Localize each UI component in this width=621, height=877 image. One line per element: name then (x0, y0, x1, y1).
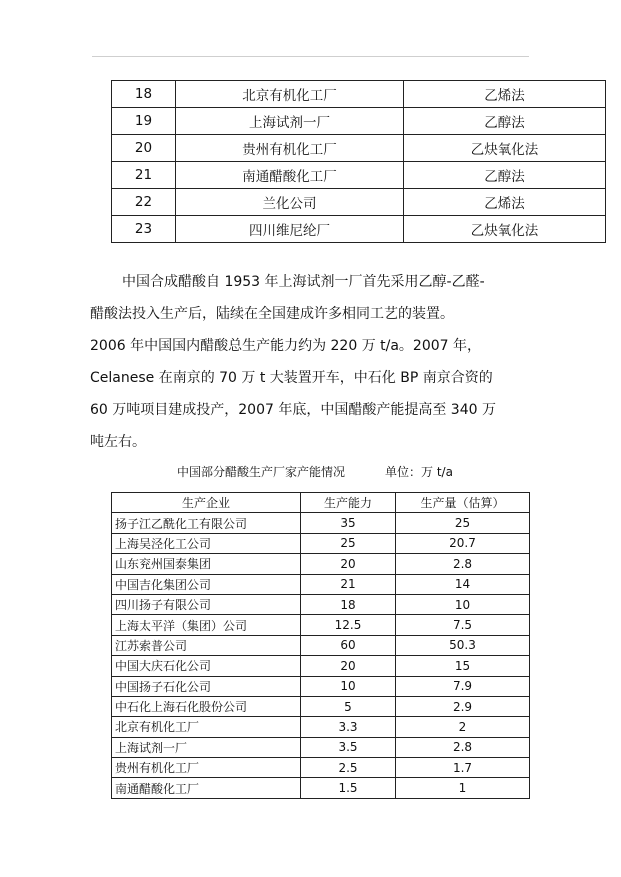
output-value: 1 (396, 778, 530, 798)
row-number: 21 (112, 162, 176, 189)
row-number: 20 (112, 135, 176, 162)
table-unit-label: 单位：万 t/a (385, 465, 453, 479)
output-value: 14 (396, 574, 530, 594)
capacity-value: 3.5 (301, 737, 396, 757)
capacity-table (111, 492, 530, 799)
capacity-value: 60 (301, 635, 396, 655)
table-row (112, 135, 606, 162)
capacity-value: 20 (301, 554, 396, 574)
table-row (112, 513, 530, 533)
column-header-capacity: 生产能力 (301, 493, 396, 513)
table-row (112, 594, 530, 614)
output-value: 2.8 (396, 737, 530, 757)
table-row (112, 778, 530, 798)
output-value: 1.7 (396, 758, 530, 778)
plant-name: 北京有机化工厂 (176, 81, 404, 108)
paragraph-line: 60 万吨项目建成投产，2007 年底，中国醋酸产能提高至 340 万 (90, 402, 496, 418)
company-name: 上海试剂一厂 (112, 737, 301, 757)
table-header-row (112, 493, 530, 513)
output-value: 7.9 (396, 676, 530, 696)
company-name: 北京有机化工厂 (112, 717, 301, 737)
row-number: 18 (112, 81, 176, 108)
capacity-value: 18 (301, 594, 396, 614)
paragraph-line: Celanese 在南京的 70 万 t 大装置开车，中石化 BP 南京合资的 (90, 370, 493, 386)
capacity-value: 3.3 (301, 717, 396, 737)
output-value: 2.8 (396, 554, 530, 574)
company-name: 中石化上海石化股份公司 (112, 696, 301, 716)
row-number: 23 (112, 216, 176, 243)
process-method: 乙醇法 (404, 108, 606, 135)
row-number: 19 (112, 108, 176, 135)
capacity-value: 21 (301, 574, 396, 594)
output-value: 7.5 (396, 615, 530, 635)
capacity-value: 2.5 (301, 758, 396, 778)
process-method: 乙烯法 (404, 81, 606, 108)
table-row (112, 554, 530, 574)
table-row (112, 81, 606, 108)
history-paragraph (90, 266, 540, 458)
company-name: 上海太平洋（集团）公司 (112, 615, 301, 635)
process-method: 乙醇法 (404, 162, 606, 189)
company-name: 中国大庆石化公司 (112, 656, 301, 676)
acetic-acid-plants-process-table (111, 80, 606, 243)
process-method: 乙炔氧化法 (404, 135, 606, 162)
table-row (112, 696, 530, 716)
company-name: 上海吴泾化工公司 (112, 533, 301, 553)
plant-name: 南通醋酸化工厂 (176, 162, 404, 189)
company-name: 中国吉化集团公司 (112, 574, 301, 594)
output-value: 15 (396, 656, 530, 676)
table-row (112, 656, 530, 676)
output-value: 2 (396, 717, 530, 737)
plant-name: 贵州有机化工厂 (176, 135, 404, 162)
table-row (112, 108, 606, 135)
capacity-value: 5 (301, 696, 396, 716)
table-row (112, 574, 530, 594)
output-value: 50.3 (396, 635, 530, 655)
page-header-rule (92, 56, 529, 57)
company-name: 贵州有机化工厂 (112, 758, 301, 778)
paragraph-line: 中国合成醋酸自 1953 年上海试剂一厂首先采用乙醇-乙醛- (122, 274, 485, 290)
paragraph-line: 醋酸法投入生产后，陆续在全国建成许多相同工艺的装置。 (90, 306, 454, 322)
table-row (112, 717, 530, 737)
table-row (112, 615, 530, 635)
plant-name: 四川维尼纶厂 (176, 216, 404, 243)
company-name: 江苏索普公司 (112, 635, 301, 655)
process-method: 乙炔氧化法 (404, 216, 606, 243)
plant-name: 兰化公司 (176, 189, 404, 216)
capacity-value: 20 (301, 656, 396, 676)
table-row (112, 737, 530, 757)
output-value: 10 (396, 594, 530, 614)
plant-name: 上海试剂一厂 (176, 108, 404, 135)
company-name: 扬子江乙酰化工有限公司 (112, 513, 301, 533)
company-name: 山东兖州国泰集团 (112, 554, 301, 574)
company-name: 南通醋酸化工厂 (112, 778, 301, 798)
paragraph-line: 吨左右。 (90, 434, 146, 450)
output-value: 25 (396, 513, 530, 533)
paragraph-line: 2006 年中国国内醋酸总生产能力约为 220 万 t/a。2007 年， (90, 338, 482, 354)
table-row (112, 635, 530, 655)
column-header-output: 生产量（估算） (396, 493, 530, 513)
output-value: 2.9 (396, 696, 530, 716)
table-row (112, 533, 530, 553)
capacity-value: 25 (301, 533, 396, 553)
table-row (112, 189, 606, 216)
company-name: 中国扬子石化公司 (112, 676, 301, 696)
table-row (112, 676, 530, 696)
capacity-value: 10 (301, 676, 396, 696)
table-row (112, 216, 606, 243)
company-name: 四川扬子有限公司 (112, 594, 301, 614)
row-number: 22 (112, 189, 176, 216)
table-row (112, 162, 606, 189)
column-header-company: 生产企业 (112, 493, 301, 513)
table-caption: 中国部分醋酸生产厂家产能情况 (177, 465, 346, 479)
capacity-value: 1.5 (301, 778, 396, 798)
capacity-value: 12.5 (301, 615, 396, 635)
table-row (112, 758, 530, 778)
capacity-value: 35 (301, 513, 396, 533)
process-method: 乙烯法 (404, 189, 606, 216)
output-value: 20.7 (396, 533, 530, 553)
